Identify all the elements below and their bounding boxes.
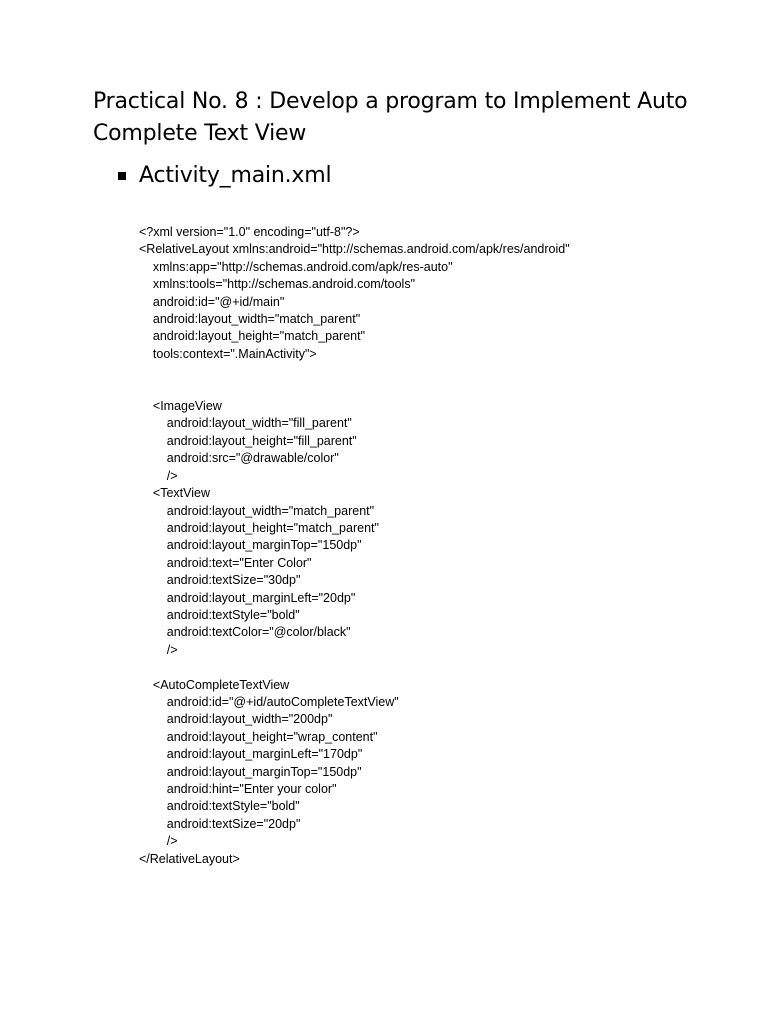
code-line [139, 363, 570, 380]
code-line [139, 381, 570, 398]
bullet-item [118, 160, 331, 192]
bullet-label: Activity_main.xml [139, 163, 332, 188]
code-line: android:layout_width="200dp" [139, 712, 333, 727]
square-bullet-icon [118, 172, 126, 180]
code-line: <TextView [139, 486, 210, 501]
code-line: android:textStyle="bold" [139, 607, 300, 622]
code-line: android:layout_width="match_parent" [139, 312, 361, 327]
code-line: /> [139, 834, 178, 849]
code-line: android:src="@drawable/color" [139, 451, 339, 466]
code-line: android:layout_marginTop="150dp" [139, 764, 362, 779]
code-line: android:id="@+id/main" [139, 294, 285, 309]
code-line: android:layout_height="match_parent" [139, 329, 366, 344]
code-line: android:layout_width="fill_parent" [139, 416, 352, 431]
code-block [139, 224, 570, 868]
code-line: /> [139, 642, 178, 657]
code-line: android:layout_height="fill_parent" [139, 433, 357, 448]
code-line: <AutoCompleteTextView [139, 677, 290, 692]
code-line: android:textColor="@color/black" [139, 625, 351, 640]
code-line [139, 659, 570, 676]
code-line: android:textSize="20dp" [139, 816, 301, 831]
code-line: android:layout_marginLeft="20dp" [139, 590, 356, 605]
code-line: /> [139, 468, 178, 483]
code-line: android:textStyle="bold" [139, 799, 300, 814]
code-line: android:layout_marginTop="150dp" [139, 538, 362, 553]
code-line: tools:context=".MainActivity"> [139, 346, 317, 361]
page-title: Practical No. 8 : Develop a program to Implement Auto Complete Text View [93, 89, 688, 146]
code-line: xmlns:tools="http://schemas.android.com/tools" [139, 277, 416, 292]
code-line: android:id="@+id/autoCompleteTextView" [139, 694, 399, 709]
code-line: </RelativeLayout> [139, 851, 240, 866]
code-line: android:hint="Enter your color" [139, 782, 337, 796]
code-line: <ImageView [139, 399, 222, 414]
code-line: xmlns:app="http://schemas.android.com/apk/res-auto" [139, 259, 453, 274]
code-line: android:layout_height="wrap_content" [139, 729, 378, 744]
code-line: <RelativeLayout xmlns:android="http://schemas.android.com/apk/res/android" [139, 242, 570, 257]
code-line: android:text="Enter Color" [139, 555, 312, 570]
code-line: android:layout_marginLeft="170dp" [139, 747, 363, 762]
code-line: android:layout_width="match_parent" [139, 503, 375, 518]
code-line: <?xml version="1.0" encoding="utf-8"?> [139, 225, 360, 239]
code-line: android:textSize="30dp" [139, 573, 301, 588]
code-line: android:layout_height="match_parent" [139, 520, 379, 535]
